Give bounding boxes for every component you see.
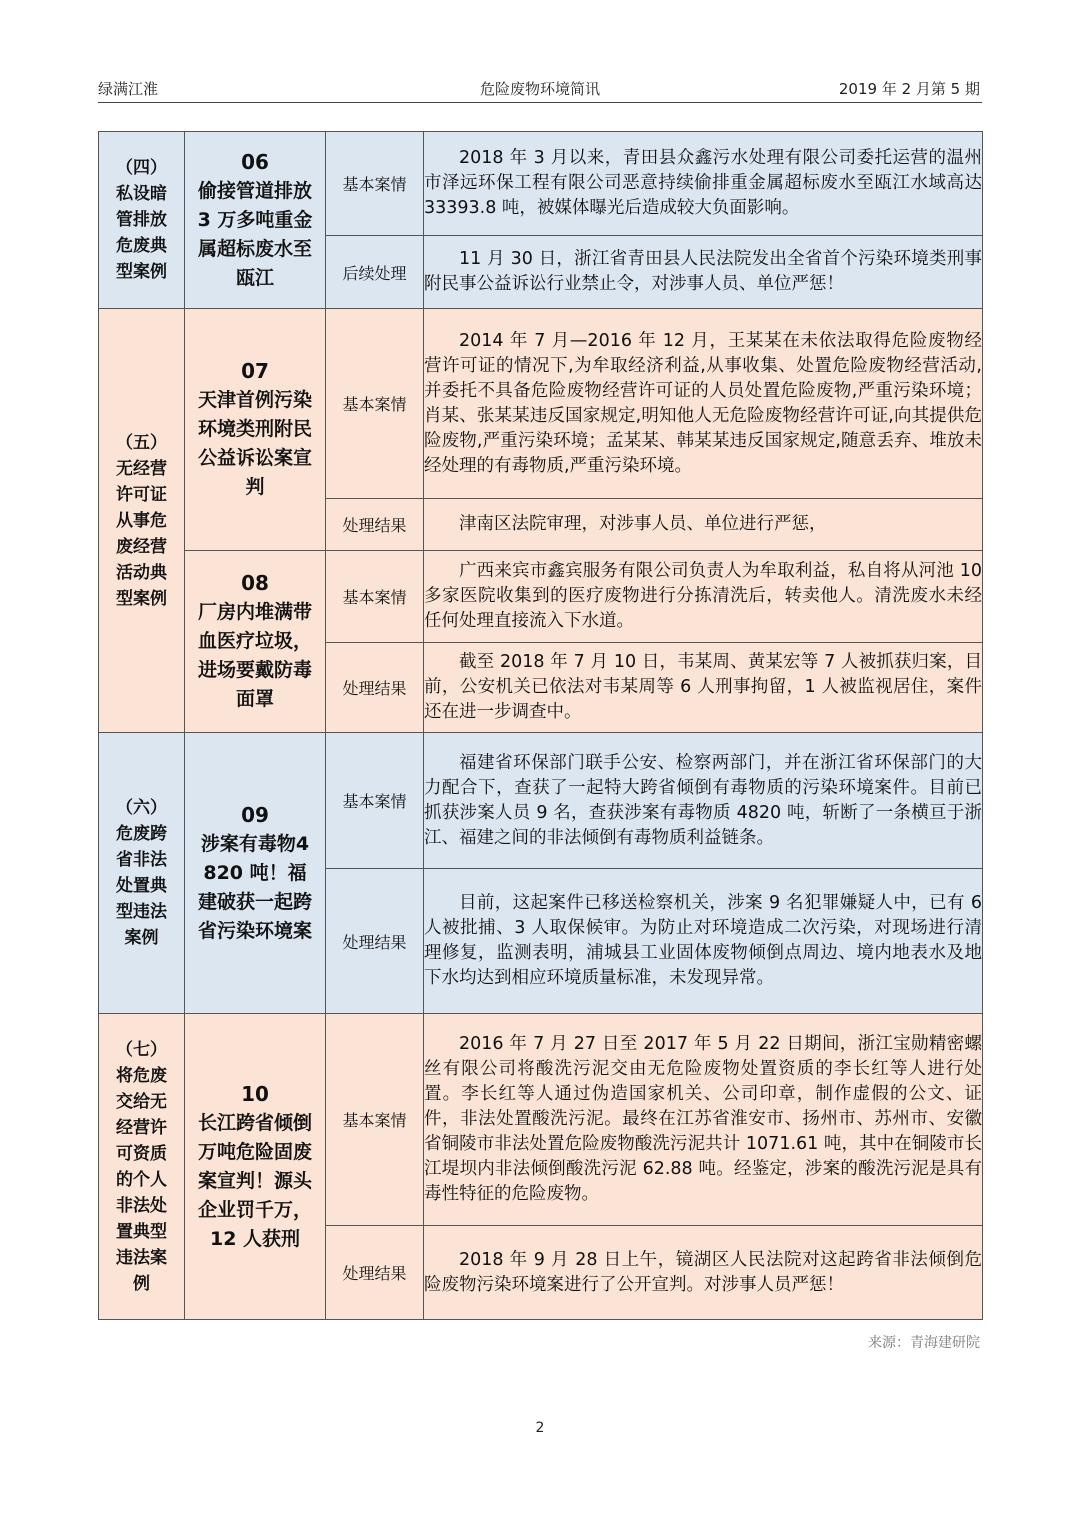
case-title: 涉案有毒物4820 吨！福建破获一起跨省污染环境案 [197,832,312,942]
row-label: 基本案情 [326,551,424,643]
case-title-cell [185,132,326,309]
row-label: 基本案情 [326,309,424,499]
row-label: 基本案情 [326,733,424,869]
follow-up-text: 11 月 30 日，浙江省青田县人民法院发出全省首个污染环境类刑事附民事公益诉讼行业禁止令，对涉事人员、单位严惩！ [424,236,983,309]
case-title: 天津首例污染环境类刑附民公益诉讼案宣判 [197,389,312,498]
category-cell: （六）危废跨省非法处置典型违法案例 [99,733,185,1014]
case-number: 09 [241,802,269,827]
basic-facts: 2016 年 7 月 27 日至 2017 年 5 月 22 日期间，浙江宝勋精密螺丝有限公司将酸洗污泥交由无危险废物处置资质的李长红等人进行处置。李长红等人通过伪造国家机关、公司印章，制作虚假的公文、证件，非法处置酸洗污泥。最终在江苏省淮安市、扬州市、苏州市、安徽省铜陵市非法处置危险废物酸洗污泥共计 1071.61 吨，其中在铜陵市长江堤坝内非法倾倒酸洗污泥 62.88 吨。经鉴定，涉案的酸洗污泥是具有毒性特征的危险废物。 [424,1014,983,1226]
page-number: 2 [535,1420,545,1436]
table-row [99,733,983,869]
row-label: 基本案情 [326,1014,424,1226]
case-number: 10 [241,1081,269,1106]
case-title: 长江跨省倾倒万吨危险固废案宣判！源头企业罚千万，12 人获刑 [197,1111,312,1250]
row-label: 处理结果 [326,643,424,733]
category-cell: （四）私设暗管排放危废典型案例 [99,132,185,309]
table-row [99,132,983,236]
row-label: 处理结果 [326,869,424,1014]
cases-table [98,131,983,1320]
result-text: 目前，这起案件已移送检察机关，涉案 9 名犯罪嫌疑人中，已有 6 人被批捕、3 人取保候审。为防止对环境造成二次污染，对现场进行清理修复，监测表明，浦城县工业固体废物倾倒点周边、境内地表水及地下水均达到相应环境质量标准，未发现异常。 [424,869,983,1014]
basic-facts: 福建省环保部门联手公安、检察两部门，并在浙江省环保部门的大力配合下，查获了一起特大跨省倾倒有毒物质的污染环境案件。目前已抓获涉案人员 9 名，查获涉案有毒物质 4820 吨，斩断了一条横亘于浙江、福建之间的非法倾倒有毒物质利益链条。 [424,733,983,869]
header-issue: 2019 年 2 月第 5 期 [838,80,980,98]
table-row [99,551,983,643]
row-label: 处理结果 [326,499,424,551]
header-divider [98,102,982,103]
category-cell: （五）无经营许可证从事危废经营活动典型案例 [99,309,185,733]
basic-facts: 广西来宾市鑫宾服务有限公司负责人为牟取利益，私自将从河池 10 多家医院收集到的医疗废物进行分拣清洗后，转卖他人。清洗废水未经任何处理直接流入下水道。 [424,551,983,643]
case-title: 厂房内堆满带血医疗垃圾，进场要戴防毒面罩 [197,601,312,710]
case-number: 08 [241,571,269,595]
result-text: 津南区法院审理，对涉事人员、单位进行严惩， [424,499,983,551]
source-credit: 来源：青海建研院 [868,1335,980,1351]
row-label: 后续处理 [326,236,424,309]
result-text: 截至 2018 年 7 月 10 日，韦某周、黄某宏等 7 人被抓获归案，目前，公安机关已依法对韦某周等 6 人刑事拘留，1 人被监视居住，案件还在进一步调查中。 [424,643,983,733]
category-cell: （七）将危废交给无经营许可资质的个人非法处置典型违法案例 [99,1014,185,1320]
basic-facts: 2014 年 7 月—2016 年 12 月，王某某在未依法取得危险废物经营许可证的情况下,为牟取经济利益,从事收集、处置危险废物经营活动,并委托不具备危险废物经营许可证的人员处置危险废物,严重污染环境；肖某、张某某违反国家规定,明知他人无危险废物经营许可证,向其提供危险废物,严重污染环境；孟某某、韩某某违反国家规定,随意丢弃、堆放未经处理的有毒物质,严重污染环境。 [424,309,983,499]
case-title: 偷接管道排放 3 万多吨重金属超标废水至瓯江 [197,179,313,289]
case-title-cell [185,551,326,733]
basic-facts: 2018 年 3 月以来，青田县众鑫污水处理有限公司委托运营的温州市泽远环保工程有限公司恶意持续偷排重金属超标废水至瓯江水域高达 33393.8 吨，被媒体曝光后造成较大负面影响。 [424,132,983,236]
case-number: 07 [241,359,269,383]
row-label: 基本案情 [326,132,424,236]
row-label: 处理结果 [326,1226,424,1320]
case-title-cell [185,1014,326,1320]
table-row [99,309,983,499]
table-row [99,1014,983,1226]
result-text: 2018 年 9 月 28 日上午，镜湖区人民法院对这起跨省非法倾倒危险废物污染环境案进行了公开宣判。对涉事人员严惩！ [424,1226,983,1320]
case-title-cell [185,733,326,1014]
header-left-title: 绿满江淮 [98,80,159,98]
case-number: 06 [241,149,269,174]
header-center-title: 危险废物环境简讯 [479,80,600,98]
case-title-cell [185,309,326,551]
